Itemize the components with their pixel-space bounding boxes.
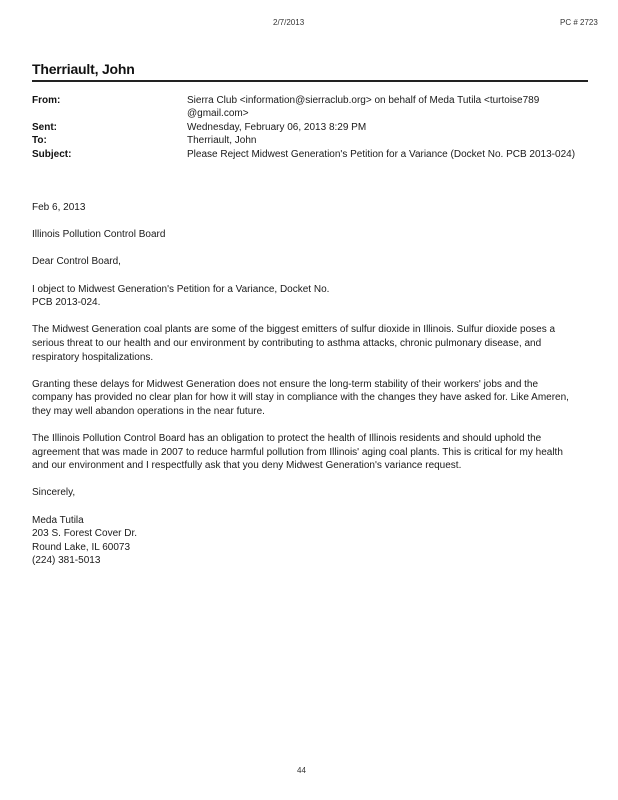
signature-phone: (224) 381-5013 [32,555,101,567]
letter-paragraph-objection: I object to Midwest Generation's Petition for a Variance, Docket No. PCB 2013-024. [32,283,330,309]
letter-date: Feb 6, 2013 [32,202,86,213]
signature-name: Meda Tutila [32,514,84,526]
subject-label: Subject: [32,149,72,160]
public-comment-number: PC # 2723 [560,18,598,27]
letter-paragraph-obligation: The Illinois Pollution Control Board has an obligation to protect the health of Illinois residents and should uphold the agreement that was made in 2007 to reduce harmful pollution from Illinois' aging coal plants. This is critical for my health and our environment and I respectfully ask that you deny Midwest Generation's variance request. [32,433,563,472]
letter-paragraph-delays: Granting these delays for Midwest Generation does not ensure the long-term stability of their workers' jobs and the company has provided no clear plan for how it will stay in compliance with the changes they have asked for. Like Ameren, they may well abandon operations in the near future. [32,378,569,417]
header-date: 2/7/2013 [273,18,305,27]
letter-salutation: Dear Control Board, [32,256,121,268]
from-value-line2: @gmail.com> [187,108,249,119]
to-value: Therriault, John [187,135,257,146]
sent-label: Sent: [32,122,57,133]
letter-closing: Sincerely, [32,487,76,499]
signature-city: Round Lake, IL 60073 [32,541,131,553]
to-label: To: [32,135,47,146]
subject-value: Please Reject Midwest Generation's Petition for a Variance (Docket No. PCB 2013-024) [187,149,576,160]
letter-recipient: Illinois Pollution Control Board [32,229,166,241]
from-value-line1: Sierra Club <information@sierraclub.org> on behalf of Meda Tutila <turtoise789 [187,95,540,106]
sender-name: Therriault, John [32,61,135,77]
signature-street: 203 S. Forest Cover Dr. [32,528,138,540]
page-number: 44 [297,766,306,775]
letter-paragraph-emissions: The Midwest Generation coal plants are some of the biggest emitters of sulfur dioxide in Illinois. Sulfur dioxide poses a serious threat to our health and our environment by contributing to asthma attacks, chronic pulmonary disease, and respiratory hospitalizations. [32,324,556,363]
header-divider [32,80,588,82]
from-label: From: [32,95,61,106]
sent-value: Wednesday, February 06, 2013 8:29 PM [187,122,367,133]
email-body [32,201,580,568]
